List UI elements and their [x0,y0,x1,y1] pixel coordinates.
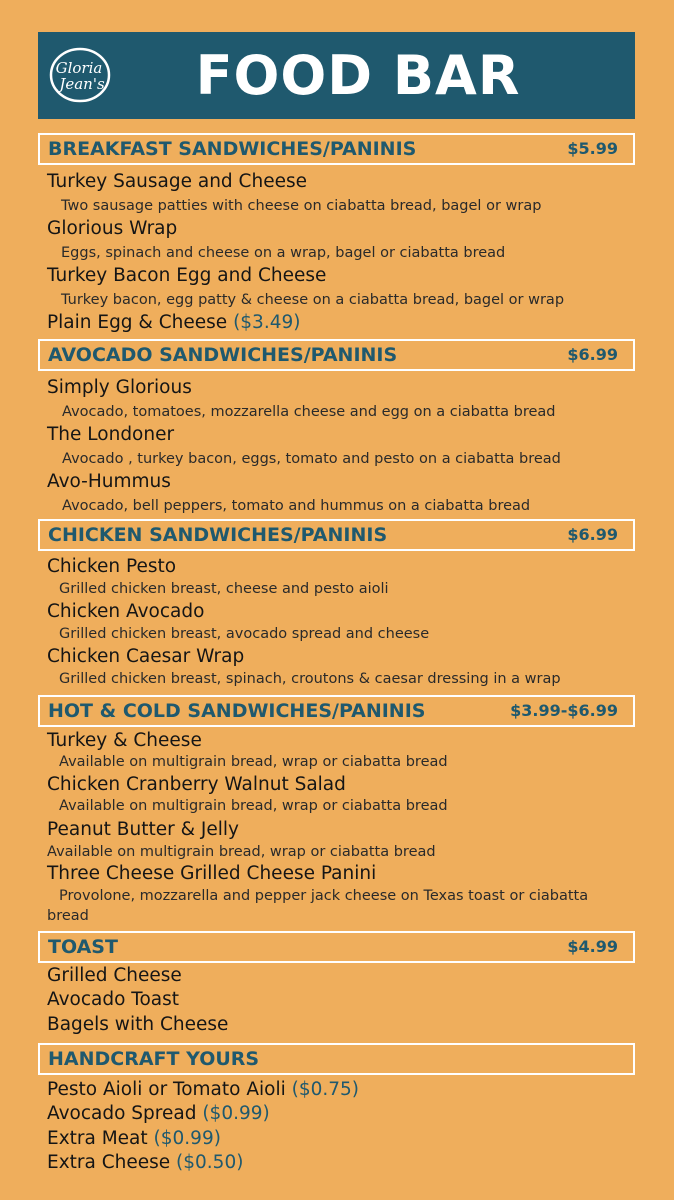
menu-item-description: Grilled chicken breast, spinach, croutons & caesar dressing in a wrap [59,671,561,687]
section-price: $6.99 [567,345,618,364]
menu-item-description: Avocado, bell peppers, tomato and hummus on a ciabatta bread [62,498,531,514]
menu-item-name: Pesto Aioli or Tomato Aioli [47,1079,286,1100]
section-header-chicken [38,519,635,551]
addon-item [47,1151,243,1175]
menu-item-description: Available on multigrain bread, wrap or ciabatta bread [47,844,436,860]
header-banner [38,32,635,119]
section-header-toast [38,931,635,963]
section-title: TOAST [48,936,118,958]
section-title: CHICKEN SANDWICHES/PANINIS [48,524,388,546]
menu-item-name: Avocado Toast [47,989,179,1010]
section-header-breakfast [38,133,635,165]
menu-item-description: Avocado , turkey bacon, eggs, tomato and pesto on a ciabatta bread [62,451,561,467]
section-header-avocado [38,339,635,371]
menu-item-name: Avo-Hummus [47,471,171,492]
menu-item-name: Glorious Wrap [47,218,178,239]
menu-item-name: Avocado Spread [47,1103,197,1124]
menu-item-price: ($0.99) [153,1128,221,1149]
menu-item-description: Provolone, mozzarella and pepper jack cheese on Texas toast or ciabatta bread [47,888,589,924]
menu-item-price: ($0.50) [176,1152,244,1173]
svg-text:Jean's: Jean's [59,75,105,93]
menu-item-name: Plain Egg & Cheese [47,312,228,333]
section-title: AVOCADO SANDWICHES/PANINIS [48,344,398,366]
addon-item [47,1102,270,1126]
menu-item-name: Turkey Sausage and Cheese [47,171,307,192]
menu-item-name: Turkey Bacon Egg and Cheese [47,265,327,286]
menu-item-name: Chicken Avocado [47,601,205,622]
svg-text:Gloria: Gloria [55,59,103,77]
menu-item-name: Chicken Caesar Wrap [47,646,245,667]
menu-item-name: Peanut Butter & Jelly [47,819,239,840]
section-title: HANDCRAFT YOURS [48,1048,260,1070]
menu-item-name: Extra Cheese [47,1152,171,1173]
menu-item-name: Three Cheese Grilled Cheese Panini [47,863,377,884]
menu-item-description: Available on multigrain bread, wrap or ciabatta bread [59,798,448,814]
menu-item-name: Chicken Cranberry Walnut Salad [47,774,346,795]
section-price: $4.99 [567,937,618,956]
menu-item-price: ($0.75) [291,1079,360,1100]
section-price: $3.99-$6.99 [510,701,618,720]
section-price: $6.99 [567,525,618,544]
menu-item-description: Grilled chicken breast, avocado spread and cheese [59,626,430,642]
menu-item-description: Eggs, spinach and cheese on a wrap, bagel or ciabatta bread [61,245,506,261]
section-title: HOT & COLD SANDWICHES/PANINIS [48,700,426,722]
menu-item-name: Chicken Pesto [47,556,177,577]
addon-item [47,1127,221,1151]
menu-item-description: Turkey bacon, egg patty & cheese on a ciabatta bread, bagel or wrap [61,292,565,308]
gloria-jeans-logo [48,46,112,104]
menu-item-name: Extra Meat [47,1128,148,1149]
menu-item-price: ($0.99) [202,1103,270,1124]
menu-item-description: Available on multigrain bread, wrap or ciabatta bread [59,754,448,770]
section-header-hot-cold [38,695,635,727]
menu-item-description: Avocado, tomatoes, mozzarella cheese and egg on a ciabatta bread [62,404,556,420]
menu-item-name: Bagels with Cheese [47,1014,229,1035]
page-title: FOOD BAR [195,44,521,107]
section-header-handcraft [38,1043,635,1075]
menu-item-name: The Londoner [47,424,175,445]
section-price: $5.99 [567,139,618,158]
addon-item [47,1078,359,1102]
menu-item-plain-egg [47,311,300,335]
menu-item-price: ($3.49) [233,312,301,333]
menu-item-description: Two sausage patties with cheese on ciabatta bread, bagel or wrap [61,198,542,214]
menu-item-description: Grilled chicken breast, cheese and pesto aioli [59,581,389,597]
section-title: BREAKFAST SANDWICHES/PANINIS [48,138,417,160]
menu-item-name: Simply Glorious [47,377,192,398]
menu-item-name: Turkey & Cheese [47,730,202,751]
menu-item-name: Grilled Cheese [47,965,182,986]
